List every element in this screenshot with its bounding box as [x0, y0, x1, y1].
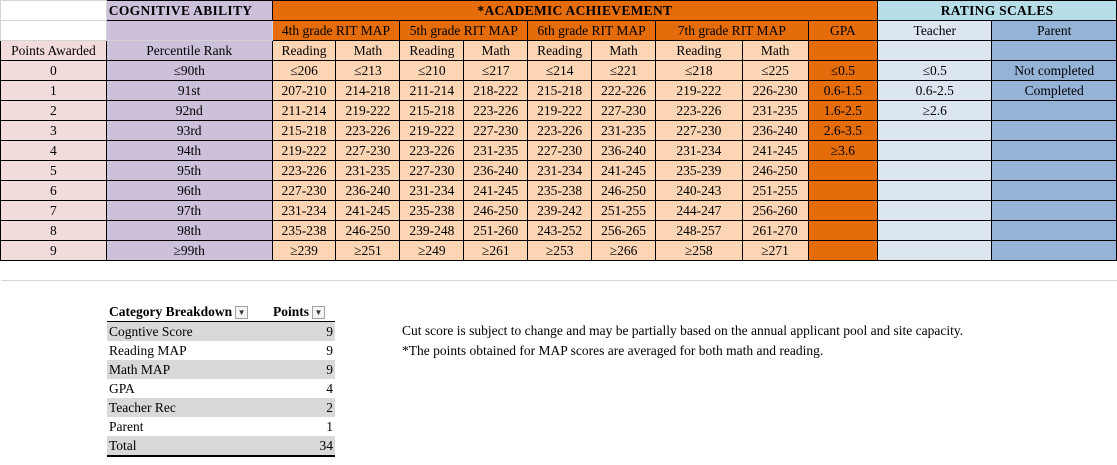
score-row: [1, 61, 1117, 81]
parent-cell[interactable]: Not completed: [992, 61, 1117, 81]
g6-math-cell[interactable]: ≤221: [592, 61, 656, 81]
g5-reading-cell[interactable]: 231-234: [400, 181, 464, 201]
rating-header[interactable]: RATING SCALES: [878, 1, 1117, 21]
g5-math-cell[interactable]: ≤217: [464, 61, 528, 81]
g5-reading-cell[interactable]: 219-222: [400, 121, 464, 141]
g6-reading-cell[interactable]: 219-222: [528, 101, 592, 121]
g6-reading-cell[interactable]: 215-218: [528, 81, 592, 101]
breakdown-points-cell[interactable]: 1: [326, 419, 333, 434]
gpa-cell[interactable]: ≤0.5: [808, 61, 878, 81]
blank-row: [1, 261, 1117, 281]
teacher-subheader[interactable]: [878, 41, 992, 61]
points-awarded-cell[interactable]: 6: [1, 181, 107, 201]
points-awarded-cell[interactable]: 2: [1, 101, 107, 121]
category-breakdown-header[interactable]: [107, 302, 271, 322]
score-row: [1, 101, 1117, 121]
score-row: [1, 121, 1117, 141]
g6-reading-cell[interactable]: 235-238: [528, 181, 592, 201]
g6-reading-header[interactable]: Reading: [528, 41, 592, 61]
g7-reading-cell[interactable]: 231-234: [656, 141, 743, 161]
g6-math-cell[interactable]: 256-265: [592, 221, 656, 241]
points-awarded-cell[interactable]: 4: [1, 141, 107, 161]
g7-math-cell[interactable]: 226-230: [742, 81, 808, 101]
breakdown-row: [107, 379, 335, 398]
breakdown-header-row: [107, 302, 335, 322]
breakdown-points-cell[interactable]: 9: [271, 322, 335, 342]
g5-reading-cell[interactable]: 215-218: [400, 101, 464, 121]
points-awarded-cell[interactable]: 9: [1, 241, 107, 261]
percentile-cell[interactable]: 92nd: [106, 101, 272, 121]
g4-math-cell[interactable]: 227-230: [336, 141, 400, 161]
g6-math-cell[interactable]: 231-235: [592, 121, 656, 141]
percentile-cell[interactable]: 95th: [106, 161, 272, 181]
percentile-cell[interactable]: 94th: [106, 141, 272, 161]
parent-subheader[interactable]: [992, 41, 1117, 61]
teacher-cell[interactable]: ≥2.6: [878, 101, 992, 121]
teacher-cell[interactable]: ≤0.5: [878, 61, 992, 81]
academic-header[interactable]: *ACADEMIC ACHIEVEMENT: [272, 1, 878, 21]
teacher-cell[interactable]: [878, 241, 992, 261]
g5-math-cell[interactable]: 246-250: [464, 201, 528, 221]
gpa-subheader[interactable]: [808, 41, 878, 61]
teacher-cell[interactable]: [878, 121, 992, 141]
g4-math-cell[interactable]: ≥251: [336, 241, 400, 261]
g7-math-cell[interactable]: 231-235: [742, 101, 808, 121]
grade5-header[interactable]: 5th grade RIT MAP: [400, 21, 528, 41]
gpa-cell[interactable]: 2.6-3.5: [808, 121, 878, 141]
breakdown-category-cell[interactable]: Total: [107, 436, 271, 456]
g5-math-cell[interactable]: 251-260: [464, 221, 528, 241]
teacher-cell[interactable]: [878, 221, 992, 241]
g7-math-header[interactable]: Math: [742, 41, 808, 61]
g6-math-cell[interactable]: 227-230: [592, 101, 656, 121]
percentile-cell[interactable]: ≥99th: [106, 241, 272, 261]
header-row-2: [1, 21, 1117, 41]
g4-reading-cell[interactable]: 207-210: [272, 81, 336, 101]
score-row: [1, 81, 1117, 101]
g5-math-cell[interactable]: 236-240: [464, 161, 528, 181]
g4-math-cell[interactable]: ≤213: [336, 61, 400, 81]
g4-reading-cell[interactable]: ≤206: [272, 61, 336, 81]
g4-reading-cell[interactable]: 211-214: [272, 101, 336, 121]
breakdown-points-cell[interactable]: 2: [271, 398, 335, 417]
score-row: [1, 181, 1117, 201]
g7-math-cell[interactable]: 246-250: [742, 161, 808, 181]
cognitive-header[interactable]: COGNITIVE ABILITY: [106, 1, 272, 21]
g6-math-cell[interactable]: 246-250: [592, 181, 656, 201]
g4-reading-cell[interactable]: 219-222: [272, 141, 336, 161]
percentile-cell[interactable]: 98th: [106, 221, 272, 241]
g7-reading-cell[interactable]: ≥258: [656, 241, 743, 261]
cut-score-note: Cut score is subject to change and may be partially based on the annual applicant pool and site capacity.: [402, 323, 964, 338]
breakdown-category-cell[interactable]: Reading MAP: [109, 343, 187, 358]
g7-reading-cell[interactable]: 223-226: [656, 101, 743, 121]
parent-header[interactable]: Parent: [992, 21, 1117, 41]
g5-math-cell[interactable]: 218-222: [464, 81, 528, 101]
grade4-header[interactable]: 4th grade RIT MAP: [272, 21, 400, 41]
gpa-cell[interactable]: [808, 201, 878, 221]
g4-reading-cell[interactable]: ≥239: [272, 241, 336, 261]
cell-purple[interactable]: [106, 21, 272, 41]
parent-cell[interactable]: [992, 121, 1117, 141]
teacher-header[interactable]: Teacher: [878, 21, 992, 41]
g4-math-cell[interactable]: 214-218: [336, 81, 400, 101]
g5-math-cell[interactable]: 241-245: [464, 181, 528, 201]
map-average-note: *The points obtained for MAP scores are averaged for both math and reading.: [402, 343, 824, 358]
g4-math-cell[interactable]: 223-226: [336, 121, 400, 141]
g6-math-cell[interactable]: 222-226: [592, 81, 656, 101]
breakdown-points-cell[interactable]: 9: [271, 360, 335, 379]
gpa-cell[interactable]: 0.6-1.5: [808, 81, 878, 101]
score-row: [1, 201, 1117, 221]
teacher-cell[interactable]: [878, 141, 992, 161]
points-awarded-cell[interactable]: 5: [1, 161, 107, 181]
parent-cell[interactable]: [992, 221, 1117, 241]
header-row-3: [1, 41, 1117, 61]
g6-math-cell[interactable]: 236-240: [592, 141, 656, 161]
points-label: Points: [273, 304, 310, 319]
g7-reading-cell[interactable]: 219-222: [656, 81, 743, 101]
g4-math-cell[interactable]: 236-240: [336, 181, 400, 201]
gpa-cell[interactable]: [808, 161, 878, 181]
g7-reading-header[interactable]: Reading: [656, 41, 743, 61]
teacher-cell[interactable]: [878, 161, 992, 181]
g4-reading-cell[interactable]: 215-218: [272, 121, 336, 141]
g7-reading-cell[interactable]: 244-247: [656, 201, 743, 221]
filter-dropdown-icon[interactable]: ▼: [312, 306, 325, 319]
parent-cell[interactable]: [992, 201, 1117, 221]
score-row: [1, 241, 1117, 261]
g4-math-cell[interactable]: 231-235: [336, 161, 400, 181]
g6-math-cell[interactable]: 241-245: [592, 161, 656, 181]
g5-math-cell[interactable]: 223-226: [464, 101, 528, 121]
percentile-cell[interactable]: 96th: [106, 181, 272, 201]
g7-reading-cell[interactable]: 227-230: [656, 121, 743, 141]
g7-reading-cell[interactable]: 235-239: [656, 161, 743, 181]
g7-math-cell[interactable]: 256-260: [742, 201, 808, 221]
g5-math-header[interactable]: Math: [464, 41, 528, 61]
g4-reading-header[interactable]: Reading: [272, 41, 336, 61]
g5-math-cell[interactable]: ≥261: [464, 241, 528, 261]
breakdown-points-cell[interactable]: 4: [326, 381, 333, 396]
breakdown-points-cell[interactable]: 34: [271, 436, 335, 456]
g7-reading-cell[interactable]: 240-243: [656, 181, 743, 201]
g7-math-cell[interactable]: 236-240: [742, 121, 808, 141]
points-awarded-cell[interactable]: 3: [1, 121, 107, 141]
parent-cell[interactable]: Completed: [992, 81, 1117, 101]
points-awarded-cell[interactable]: 0: [1, 61, 107, 81]
g5-reading-cell[interactable]: 239-248: [400, 221, 464, 241]
teacher-cell[interactable]: [878, 181, 992, 201]
g7-math-cell[interactable]: 261-270: [742, 221, 808, 241]
g7-reading-cell[interactable]: 248-257: [656, 221, 743, 241]
g5-reading-cell[interactable]: 223-226: [400, 141, 464, 161]
g6-math-cell[interactable]: ≥266: [592, 241, 656, 261]
g5-reading-cell[interactable]: 211-214: [400, 81, 464, 101]
g6-reading-cell[interactable]: 243-252: [528, 221, 592, 241]
parent-cell[interactable]: [992, 241, 1117, 261]
gpa-cell[interactable]: 1.6-2.5: [808, 101, 878, 121]
g5-math-cell[interactable]: 227-230: [464, 121, 528, 141]
score-row: [1, 141, 1117, 161]
score-row: [1, 161, 1117, 181]
breakdown-category-cell[interactable]: Teacher Rec: [107, 398, 271, 417]
parent-cell[interactable]: [992, 141, 1117, 161]
g4-math-header[interactable]: Math: [336, 41, 400, 61]
percentile-cell[interactable]: 93rd: [106, 121, 272, 141]
breakdown-row: [107, 398, 335, 417]
teacher-cell[interactable]: [878, 201, 992, 221]
g7-reading-cell[interactable]: ≤218: [656, 61, 743, 81]
breakdown-points-cell[interactable]: 9: [326, 343, 333, 358]
cell-empty[interactable]: [1, 21, 107, 41]
percentile-cell[interactable]: 91st: [106, 81, 272, 101]
gpa-cell[interactable]: ≥3.6: [808, 141, 878, 161]
g6-reading-cell[interactable]: 239-242: [528, 201, 592, 221]
breakdown-row: [107, 436, 335, 456]
g4-math-cell[interactable]: 246-250: [336, 221, 400, 241]
filter-dropdown-icon[interactable]: ▼: [235, 306, 248, 319]
gpa-cell[interactable]: [808, 241, 878, 261]
g7-math-cell[interactable]: ≥271: [742, 241, 808, 261]
g5-reading-cell[interactable]: 235-238: [400, 201, 464, 221]
g4-math-cell[interactable]: 241-245: [336, 201, 400, 221]
g5-reading-cell[interactable]: ≤210: [400, 61, 464, 81]
points-header[interactable]: [271, 302, 335, 322]
header-row-1: [1, 1, 1117, 21]
points-awarded-header[interactable]: Points Awarded: [1, 41, 107, 61]
g7-math-cell[interactable]: ≤225: [742, 61, 808, 81]
g5-reading-cell[interactable]: ≥249: [400, 241, 464, 261]
g5-reading-header[interactable]: Reading: [400, 41, 464, 61]
cell-empty[interactable]: [1, 1, 107, 21]
breakdown-category-cell[interactable]: Parent: [109, 419, 144, 434]
breakdown-row: [107, 322, 335, 342]
g6-reading-cell[interactable]: ≥253: [528, 241, 592, 261]
cell-empty[interactable]: [1, 261, 1117, 281]
g6-math-cell[interactable]: 251-255: [592, 201, 656, 221]
g5-reading-cell[interactable]: 227-230: [400, 161, 464, 181]
gpa-cell[interactable]: [808, 221, 878, 241]
g4-reading-cell[interactable]: 231-234: [272, 201, 336, 221]
g6-reading-cell[interactable]: 231-234: [528, 161, 592, 181]
g7-math-cell[interactable]: 251-255: [742, 181, 808, 201]
breakdown-category-cell[interactable]: GPA: [109, 381, 135, 396]
gpa-header[interactable]: GPA: [808, 21, 878, 41]
g5-math-cell[interactable]: 231-235: [464, 141, 528, 161]
g4-reading-cell[interactable]: 235-238: [272, 221, 336, 241]
percentile-rank-header[interactable]: Percentile Rank: [106, 41, 272, 61]
grade6-header[interactable]: 6th grade RIT MAP: [528, 21, 656, 41]
category-breakdown-label: Category Breakdown: [109, 304, 233, 319]
breakdown-row: [107, 341, 335, 360]
g4-math-cell[interactable]: 219-222: [336, 101, 400, 121]
g7-math-cell[interactable]: 241-245: [742, 141, 808, 161]
g6-reading-cell[interactable]: 223-226: [528, 121, 592, 141]
points-awarded-cell[interactable]: 8: [1, 221, 107, 241]
g6-reading-cell[interactable]: 227-230: [528, 141, 592, 161]
g4-reading-cell[interactable]: 223-226: [272, 161, 336, 181]
gpa-cell[interactable]: [808, 181, 878, 201]
points-awarded-cell[interactable]: 1: [1, 81, 107, 101]
parent-cell[interactable]: [992, 181, 1117, 201]
parent-cell[interactable]: [992, 101, 1117, 121]
percentile-cell[interactable]: ≤90th: [106, 61, 272, 81]
parent-cell[interactable]: [992, 161, 1117, 181]
teacher-cell[interactable]: 0.6-2.5: [878, 81, 992, 101]
g6-reading-cell[interactable]: ≤214: [528, 61, 592, 81]
g4-reading-cell[interactable]: 227-230: [272, 181, 336, 201]
breakdown-category-cell[interactable]: Math MAP: [107, 360, 271, 379]
breakdown-row: [107, 417, 335, 436]
category-breakdown-table: [107, 302, 335, 457]
percentile-cell[interactable]: 97th: [106, 201, 272, 221]
g6-math-header[interactable]: Math: [592, 41, 656, 61]
score-row: [1, 221, 1117, 241]
points-awarded-cell[interactable]: 7: [1, 201, 107, 221]
grade7-header[interactable]: 7th grade RIT MAP: [656, 21, 809, 41]
breakdown-row: [107, 360, 335, 379]
breakdown-category-cell[interactable]: Cogntive Score: [107, 322, 271, 342]
